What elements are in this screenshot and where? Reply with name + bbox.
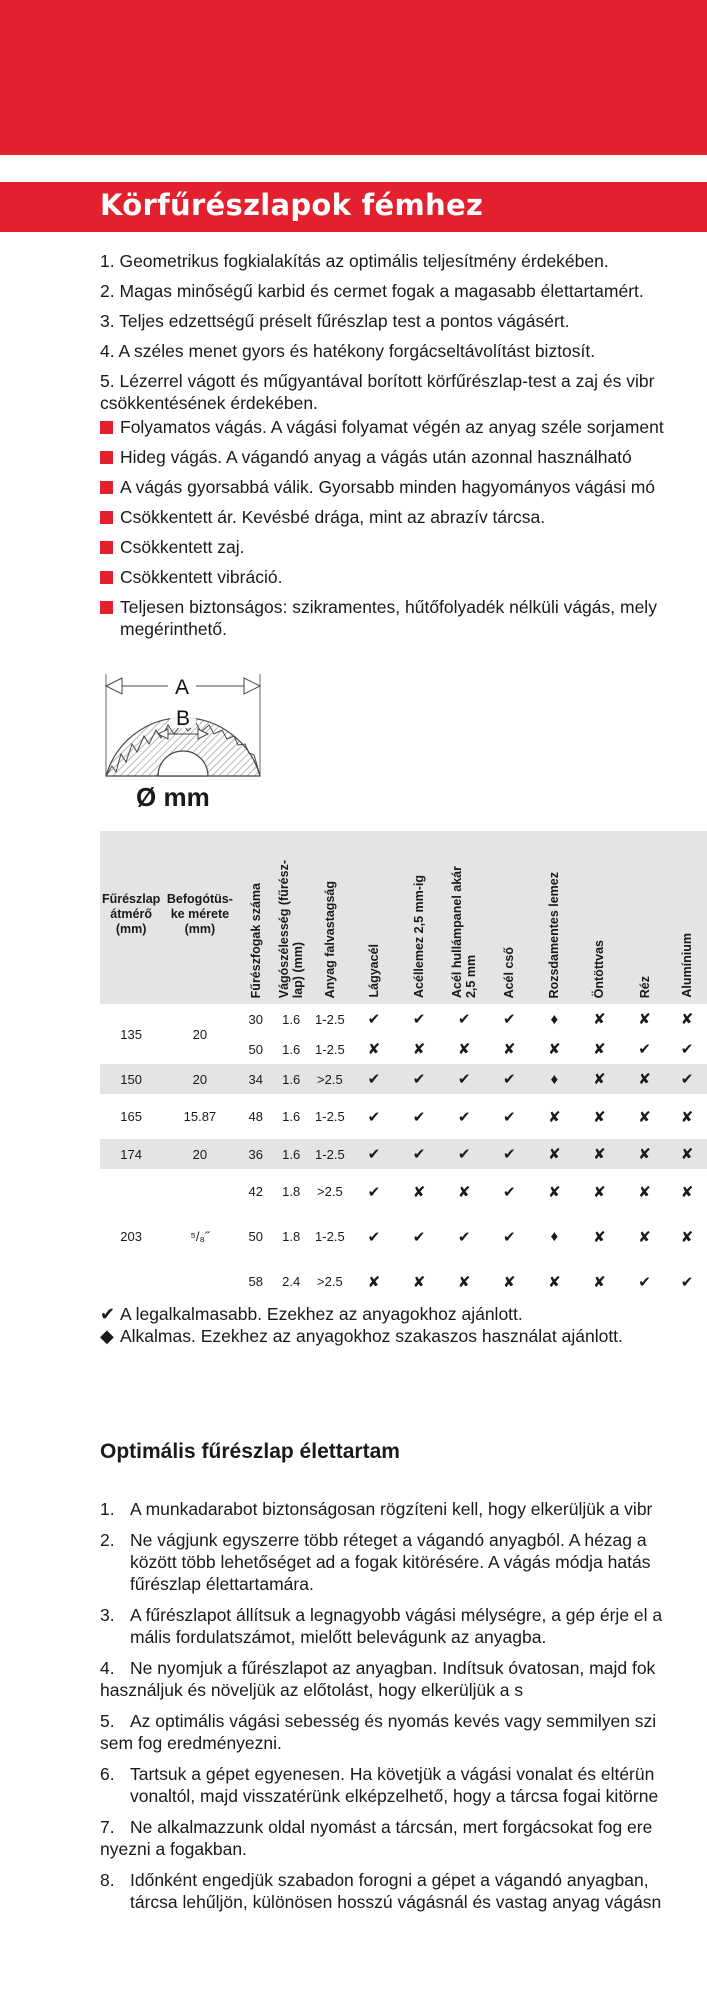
cell-mark: ✘ [667, 1139, 707, 1169]
list-item: 3. A fűrészlapot állítsuk a legnagyobb vágási mélységre, a gép érje el a [100, 1605, 663, 1625]
benefit-item: Csökkentett vibráció. [100, 566, 707, 588]
cell-mark: ✘ [680, 1108, 694, 1126]
cell-mark: ✔ [412, 1228, 426, 1246]
cell-mark: ♦ [532, 1064, 577, 1094]
legend-item: ✔ A legalkalmasabb. Ezekhez az anyagokhoz ajánlott. [100, 1304, 523, 1324]
section-title: Optimális fűrészlap élettartam [100, 1440, 400, 1463]
cell-thickness: 1-2.5 [308, 1139, 351, 1169]
feature-item: 1. Geometrikus fogkialakítás az optimális teljesítmény érdekében. [100, 251, 609, 271]
cell-mark: ✘ [502, 1273, 516, 1291]
cell-mark: ✘ [548, 1108, 561, 1126]
cell-bore: 20 [192, 1026, 208, 1042]
cell-mark: ✘ [502, 1041, 516, 1058]
cell-kerf: 1.6 [282, 1011, 301, 1027]
cell-mark: ✘ [412, 1183, 426, 1201]
list-item-continued: között több lehetőséget ad a fogak kitörésére. A vágás módja hatás [130, 1552, 651, 1572]
cell-mark: ✘ [593, 1273, 606, 1291]
feature-list [100, 250, 707, 414]
cell-mark: ✔ [367, 1228, 381, 1246]
list-item-continued: sem fog eredményezni. [100, 1733, 282, 1753]
header-diameter: Fűrészlap átmérő (mm) [101, 892, 161, 936]
cell-mark: ✔ [412, 1108, 426, 1126]
header-kerf: Vágószélesség (fűrész- lap) (mm) [277, 859, 306, 998]
cell-mark: ✘ [457, 1041, 471, 1058]
cell-mark: ✔ [502, 1183, 516, 1201]
cell-mark: ✔ [367, 1011, 381, 1028]
feature-item: 4. A széles menet gyors és hatékony forgácseltávolítást biztosít. [100, 341, 596, 361]
cell-mark: ✔ [638, 1041, 651, 1058]
header-mild-steel: Lágyacél [366, 944, 381, 998]
cell-teeth: 50 [248, 1229, 263, 1244]
benefit-item: Csökkentett zaj. [100, 536, 707, 558]
cell-mark: ✘ [412, 1041, 426, 1058]
benefit-item: A vágás gyorsabbá válik. Gyorsabb minden hagyományos vágási mó [100, 476, 707, 498]
cell-kerf: 1.6 [282, 1109, 301, 1124]
header-steel-sheet: Acéllemez 2,5 mm-ig [412, 875, 427, 998]
cell-mark: ✔ [680, 1041, 694, 1058]
header-bore: Befogótüs- ke mérete (mm) [166, 892, 233, 936]
header-cast-iron: Öntöttvas [592, 939, 607, 998]
cell-mark: ✔ [502, 1108, 516, 1126]
red-square-bullet-icon [100, 481, 113, 494]
cell-mark: ✘ [412, 1273, 426, 1291]
cell-thickness: 1-2.5 [315, 1109, 345, 1124]
cell-mark: ✔ [680, 1273, 694, 1291]
check-icon: ✔ [100, 1304, 116, 1324]
cell-mark: ✔ [367, 1108, 381, 1126]
cell-mark: ✘ [622, 1064, 667, 1094]
list-item-continued: mális fordulatszámot, mielőtt belevágunk az anyagba. [130, 1627, 547, 1647]
header-teeth: Fűrészfogak száma [248, 882, 263, 998]
table-row [100, 1139, 707, 1169]
cell-mark: ✔ [351, 1139, 396, 1169]
header-steel-tube: Acél cső [502, 946, 517, 998]
cell-mark: ✘ [680, 1228, 694, 1246]
cell-mark: ✘ [593, 1041, 606, 1058]
cell-diameter: 203 [120, 1229, 142, 1244]
list-item: 1. A munkadarabot biztonságosan rögzíteni kell, hogy elkerüljük a vibr [100, 1499, 653, 1519]
list-item: 8. Időnként engedjük szabadon forogni a gépet a vágandó anyagban, [100, 1870, 649, 1890]
cell-mark: ✔ [457, 1228, 471, 1246]
legend [100, 1303, 623, 1347]
cell-mark: ✔ [502, 1228, 516, 1246]
cell-mark: ✔ [396, 1139, 441, 1169]
list-item-continued: fűrészlap élettartamára. [130, 1574, 314, 1594]
cell-mark: ✔ [442, 1064, 487, 1094]
benefit-item: Csökkentett ár. Kevésbé drága, mint az abrazív tárcsa. [100, 506, 707, 528]
list-item-continued: nyezni a fogakban. [100, 1839, 247, 1859]
list-item-continued: tárcsa lehűljön, különösen hosszú vágásnál és vastag anyag vágásn [130, 1892, 662, 1912]
cell-mark: ✔ [457, 1011, 471, 1028]
list-item: 7. Ne alkalmazzunk oldal nyomást a tárcsán, mert forgácsokat fog ere [100, 1817, 653, 1837]
cell-teeth: 42 [248, 1184, 263, 1199]
diameter-unit-label: Ø mm [136, 782, 210, 812]
header-thickness: Anyag falvastagság [322, 880, 337, 998]
cell-mark: ✘ [577, 1064, 622, 1094]
top-color-band [0, 0, 707, 155]
feature-item-continued: csökkentésének érdekében. [100, 393, 318, 413]
cell-bore: 15.87 [183, 1109, 217, 1124]
intro-content [100, 250, 707, 648]
benefit-item: Hideg vágás. A vágandó anyag a vágás után azonnal használható [100, 446, 707, 468]
instruction-list [100, 1498, 707, 1922]
cell-kerf: 1.8 [282, 1229, 301, 1244]
cell-mark: ✘ [367, 1041, 381, 1058]
cell-thickness: >2.5 [308, 1064, 351, 1094]
cell-mark: ✘ [638, 1183, 651, 1201]
cell-mark: ♦ [550, 1010, 559, 1028]
cell-mark: ✔ [502, 1011, 516, 1028]
cell-teeth: 48 [248, 1109, 263, 1124]
list-item-continued: vonaltól, majd visszatérünk elképzelhető, hogy a tárcsa fogai kitörne [130, 1786, 659, 1806]
cell-mark: ✘ [638, 1011, 651, 1028]
cell-mark: ✔ [487, 1139, 532, 1169]
cell-teeth: 30 [248, 1011, 263, 1027]
cell-mark: ✘ [577, 1139, 622, 1169]
list-item: 6. Tartsuk a gépet egyenesen. Ha követjük a vágási vonalat és eltérün [100, 1764, 655, 1784]
blade-dimension-icon [100, 668, 270, 780]
dimension-a-label: A [174, 676, 190, 699]
red-square-bullet-icon [100, 421, 113, 434]
list-item-continued: használjuk és növeljük az előtolást, hogy elkerüljük a s [100, 1680, 524, 1700]
cell-thickness: >2.5 [317, 1184, 343, 1199]
legend-item: ◆ Alkalmas. Ezekhez az anyagokhoz szakaszos használat ajánlott. [100, 1326, 623, 1346]
spec-table [100, 831, 707, 1304]
cell-mark: ✔ [442, 1139, 487, 1169]
cell-mark: ✘ [367, 1273, 381, 1291]
cell-kerf: 1.6 [274, 1064, 308, 1094]
red-square-bullet-icon [100, 571, 113, 584]
cell-thickness: >2.5 [317, 1274, 343, 1289]
cell-mark: ✔ [457, 1108, 471, 1126]
cell-mark: ✘ [593, 1011, 606, 1028]
feature-item: 2. Magas minőségű karbid és cermet fogak a magasabb élettartamért. [100, 281, 644, 301]
header-aluminium: Alumínium [680, 933, 695, 998]
cell-thickness: 1-2.5 [315, 1011, 345, 1027]
cell-mark: ✘ [457, 1273, 471, 1291]
header-copper: Réz [637, 975, 652, 998]
list-item: 4. Ne nyomjuk a fűrészlapot az anyagban. Indítsuk óvatosan, majd fok [100, 1658, 656, 1678]
benefit-item: Folyamatos vágás. A vágási folyamat végén az anyag széle sorjament [100, 416, 707, 438]
cell-bore: 20 [162, 1064, 237, 1094]
header-corrugated-panel: Acél hullámpanel akár 2,5 mm [450, 865, 479, 998]
table-row [100, 1004, 707, 1034]
table-header-row [100, 831, 707, 1004]
red-square-bullet-icon [100, 601, 113, 614]
table-row [100, 1094, 707, 1139]
cell-mark: ✘ [593, 1108, 606, 1126]
cell-diameter: 150 [100, 1064, 162, 1094]
cell-mark: ✘ [532, 1139, 577, 1169]
benefit-item: Teljesen biztonságos: szikramentes, hűtőfolyadék nélküli vágás, mely [100, 596, 707, 618]
cell-mark: ✘ [457, 1183, 471, 1201]
cell-mark: ✘ [622, 1139, 667, 1169]
cell-diameter: 174 [100, 1139, 162, 1169]
cell-diameter: 165 [120, 1109, 142, 1124]
cell-teeth: 50 [248, 1041, 263, 1057]
list-item: 2. Ne vágjunk egyszerre több réteget a vágandó anyagból. A hézag a [100, 1530, 647, 1550]
title-band [0, 182, 707, 232]
cell-teeth: 58 [248, 1274, 263, 1289]
red-square-bullet-icon [100, 511, 113, 524]
cell-thickness: 1-2.5 [315, 1041, 345, 1057]
cell-thickness: 1-2.5 [315, 1229, 345, 1244]
benefit-item-continued: megérinthető. [120, 619, 228, 639]
cell-mark: ✔ [396, 1064, 441, 1094]
table-row [100, 1169, 707, 1214]
page-title: Körfűrészlapok fémhez [100, 188, 484, 222]
cell-mark: ✘ [548, 1183, 561, 1201]
cell-mark: ✘ [593, 1183, 606, 1201]
cell-kerf: 2.4 [282, 1274, 301, 1289]
cell-mark: ✔ [487, 1064, 532, 1094]
cell-mark: ✘ [638, 1108, 651, 1126]
diamond-icon: ◆ [100, 1326, 114, 1346]
cell-mark: ✔ [351, 1064, 396, 1094]
cell-mark: ✔ [638, 1273, 651, 1291]
cell-diameter: 135 [120, 1026, 142, 1042]
cell-mark: ✔ [367, 1183, 381, 1201]
cell-mark: ♦ [550, 1228, 559, 1245]
cell-kerf: 1.8 [282, 1184, 301, 1199]
cell-bore: 20 [162, 1139, 237, 1169]
cell-mark: ✘ [638, 1228, 651, 1246]
red-square-bullet-icon [100, 451, 113, 464]
list-item: 5. Az optimális vágási sebesség és nyomás kevés vagy semmilyen szi [100, 1711, 657, 1731]
cell-mark: ✘ [548, 1273, 561, 1291]
feature-item: 3. Teljes edzettségű préselt fűrészlap test a pontos vágásért. [100, 311, 570, 331]
cell-mark: ✘ [680, 1183, 694, 1201]
cell-mark: ✘ [680, 1011, 694, 1028]
table-row [100, 1064, 707, 1094]
red-square-bullet-icon [100, 541, 113, 554]
cell-teeth: 34 [238, 1064, 275, 1094]
feature-item: 5. Lézerrel vágott és műgyantával borított körfűrészlap-test a zaj és vibr [100, 371, 655, 391]
cell-mark: ✘ [593, 1228, 606, 1246]
cell-mark: ✔ [667, 1064, 707, 1094]
dimension-b-label: B [175, 707, 191, 730]
cell-mark: ✘ [548, 1041, 561, 1058]
cell-bore: ⁵/₈˝ [190, 1229, 210, 1244]
cell-kerf: 1.6 [274, 1139, 308, 1169]
benefit-list [100, 416, 707, 640]
cell-mark: ✔ [412, 1011, 426, 1028]
cell-teeth: 36 [238, 1139, 275, 1169]
cell-kerf: 1.6 [282, 1041, 301, 1057]
header-stainless-sheet: Rozsdamentes lemez [547, 871, 562, 998]
